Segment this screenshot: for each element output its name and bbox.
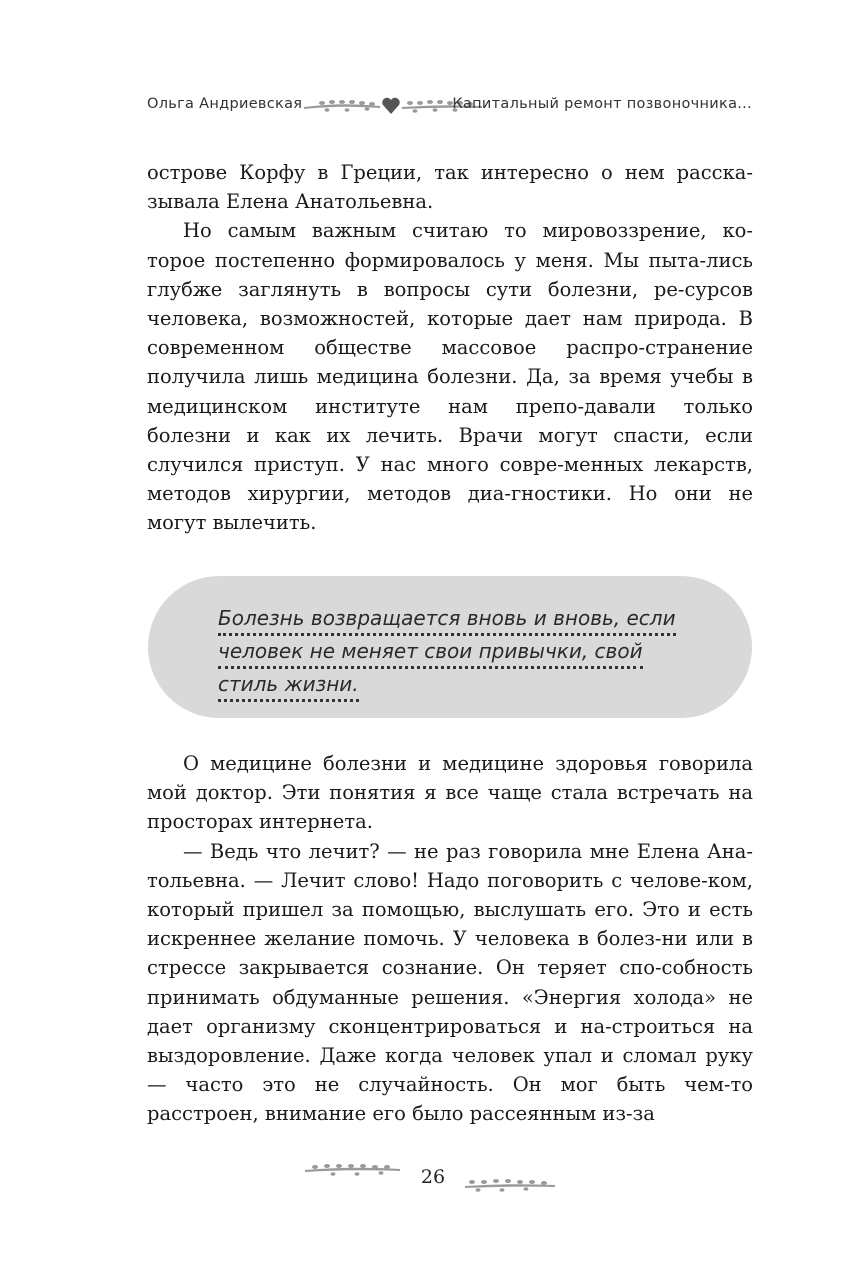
quote-line: человек не меняет свои привычки, свой [218, 636, 643, 669]
header-book-title: Капитальный ремонт позвоночника... [452, 96, 752, 112]
paragraph: Но самым важным считаю то мировоззрение, ко-торое постепенно формировалось у меня. Мы пыта-лись глубже заглянуть в вопросы сути болезни, ре-сурсов человека, возможностей, которые дает нам природа. В современном обществе массовое распро-странение получила лишь медицина болезни. Да, за время учебы в медицинском институте нам препо-давали только болезни и как их лечить. Врачи могут спасти, если случился приступ. У нас много совре-менных лекарств, методов хирургии, методов диа-гностики. Но они не могут вылечить. [147, 219, 753, 535]
quote-line: стиль жизни. [218, 669, 359, 702]
paragraph: О медицине болезни и медицине здоровья говорила мой доктор. Эти понятия я все чаще стала встречать на просторах интернета. [147, 752, 753, 834]
running-header [147, 90, 752, 120]
body-text-bottom [147, 749, 753, 1129]
paragraph: — Ведь что лечит? — не раз говорила мне Елена Ана-тольевна. — Лечит слово! Надо поговорить с челове-ком, который пришел за помощью, выслушать его. Это и есть искреннее желание помочь. У человека в болез-ни или в стрессе закрывается сознание. Он теряет спо-собность принимать обдуманные решения. «Энергия холода» не дает организму сконцентрироваться и на-строиться на выздоровление. Даже когда человек упал и сломал руку — часто это не случайность. Он мог быть чем-то расстроен, внимание его было рассеянным из-за [147, 839, 753, 1126]
page-number: 26 [420, 1166, 446, 1188]
quote-line: Болезнь возвращается вновь и вновь, если [218, 603, 676, 636]
header-author: Ольга Андриевская [147, 96, 303, 112]
paragraph: острове Корфу в Греции, так интересно о нем расска-зывала Елена Анатольевна. [147, 161, 753, 214]
body-text-top [147, 158, 753, 538]
quote-text [218, 603, 688, 702]
